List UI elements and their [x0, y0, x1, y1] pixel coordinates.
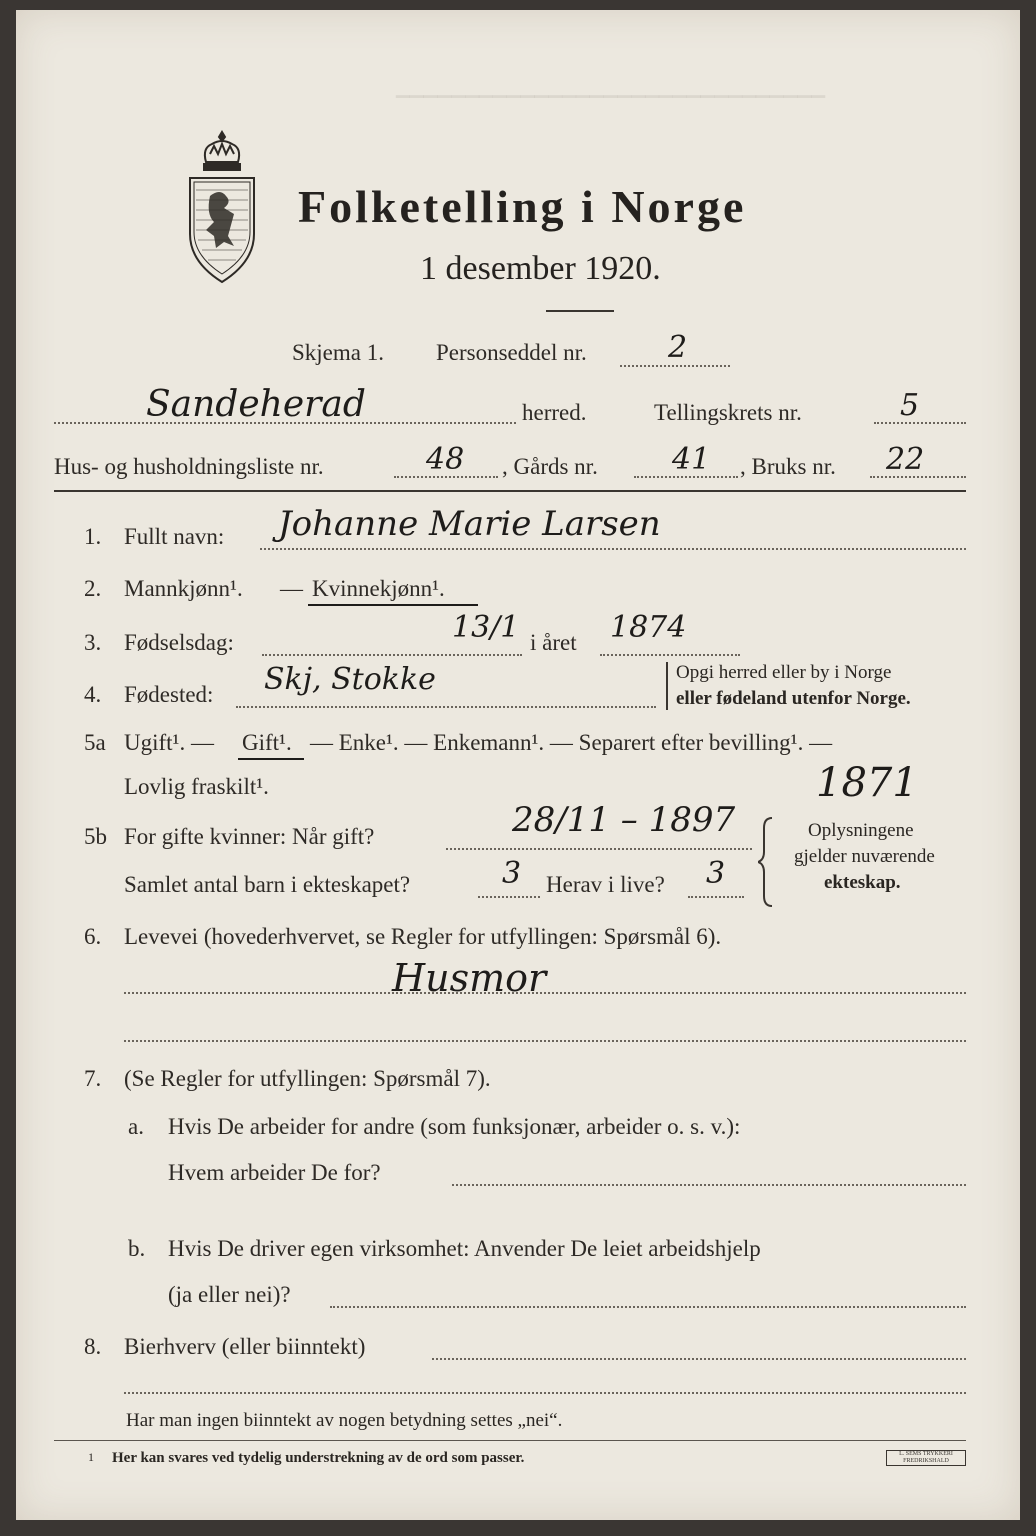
q7b-line2: (ja eller nei)? [168, 1282, 291, 1307]
q3-label: Fødselsdag: [124, 630, 234, 655]
q7a-line1: Hvis De arbeider for andre (som funksjonær, arbeider o. s. v.): [168, 1114, 741, 1139]
q4-line [236, 706, 656, 708]
q2-number: 2. [84, 576, 102, 601]
q1-number: 1. [84, 524, 102, 549]
q5a-margin-note: 1871 [816, 760, 918, 806]
header-divider [54, 490, 966, 492]
personseddel-value: 2 [668, 330, 688, 365]
q5a-ugift-option: Ugift¹. — [124, 730, 214, 755]
q6-line-2 [124, 1040, 966, 1042]
q5a-gift-underline [238, 758, 304, 760]
q5b-alive-label: Herav i live? [546, 872, 665, 897]
q7b-letter: b. [128, 1236, 146, 1261]
q7-label: (Se Regler for utfyllingen: Spørsmål 7). [124, 1066, 491, 1091]
q7b-line1: Hvis De driver egen virksomhet: Anvender De leiet arbeidshjelp [168, 1236, 761, 1261]
hus-label: Hus- og husholdningsliste nr. [54, 454, 324, 479]
q8-line-2 [124, 1392, 966, 1394]
q5b-note-line1: Oplysningene [808, 820, 914, 841]
q5a-other-options: — Enke¹. — Enkemann¹. — Separert efter bevilling¹. — [310, 730, 833, 755]
form-title: Folketelling i Norge [298, 181, 747, 232]
q8-number: 8. [84, 1334, 102, 1359]
q4-birthplace-value: Skj, Stokke [264, 662, 436, 697]
q3-number: 3. [84, 630, 102, 655]
q5b-alive-value: 3 [706, 856, 726, 891]
q6-number: 6. [84, 924, 102, 949]
form-date: 1 desember 1920. [420, 250, 661, 287]
bruks-label: , Bruks nr. [740, 454, 836, 479]
q2-separator: — [280, 576, 303, 601]
q5b-number: 5b [84, 824, 107, 849]
q4-brace [666, 662, 668, 710]
printer-stamp: L. SEMS TRYKKERI FREDRIKSHALD [886, 1450, 966, 1466]
q8-line-1 [432, 1358, 966, 1360]
biinntekt-note: Har man ingen biinntekt av nogen betydning settes „nei“. [126, 1410, 563, 1431]
bruks-value: 22 [886, 442, 925, 477]
q5b-children-line [478, 896, 540, 898]
bleed-through-text: ▔▔▔▔▔▔▔▔▔▔▔▔▔▔▔▔▔▔▔▔▔▔▔▔▔▔▔▔▔▔▔ [396, 96, 826, 116]
q6-line-1 [124, 992, 966, 994]
q7a-line2: Hvem arbeider De for? [168, 1160, 381, 1185]
q4-number: 4. [84, 682, 102, 707]
q5b-married-label: For gifte kvinner: Når gift? [124, 824, 375, 849]
tellingskrets-value: 5 [900, 388, 920, 423]
q5b-brace-icon [758, 816, 774, 908]
q5a-gift-option: Gift¹. [242, 730, 292, 755]
q4-note-line1: Opgi herred eller by i Norge [676, 662, 892, 683]
tellingskrets-label: Tellingskrets nr. [654, 400, 802, 425]
footnote-mark: 1 [88, 1450, 94, 1464]
q5b-note-line2: gjelder nuværende [794, 846, 935, 867]
herred-value: Sandeherad [146, 384, 366, 425]
footnote-text: Her kan svares ved tydelig understrekning av de ord som passer. [112, 1450, 525, 1466]
hus-value: 48 [426, 442, 465, 477]
q4-label: Fødested: [124, 682, 214, 707]
q6-occupation-value: Husmor [392, 956, 547, 1000]
q7b-answer-line [330, 1306, 966, 1308]
q3-year-label: i året [530, 630, 577, 655]
q3-year-line [600, 654, 740, 656]
q7-number: 7. [84, 1066, 102, 1091]
q5b-alive-line [688, 896, 744, 898]
q8-label: Bierhverv (eller biinntekt) [124, 1334, 366, 1359]
q2-female-option: Kvinnekjønn¹. [312, 576, 445, 601]
q5b-married-line [446, 848, 752, 850]
q5b-children-label: Samlet antal barn i ekteskapet? [124, 872, 411, 897]
gards-label: , Gårds nr. [502, 454, 598, 479]
q5b-married-value: 28/11 – 1897 [512, 800, 736, 840]
tellingskrets-line [874, 422, 966, 424]
gards-value: 41 [672, 442, 711, 477]
q5a-number: 5a [84, 730, 106, 755]
herred-label: herred. [522, 400, 587, 425]
q5a-fraskilt-option: Lovlig fraskilt¹. [124, 774, 269, 799]
q4-note-line2: eller fødeland utenfor Norge. [676, 688, 911, 709]
q5b-note-line3: ekteskap. [824, 872, 901, 893]
q7a-letter: a. [128, 1114, 144, 1139]
personseddel-label: Personseddel nr. [436, 340, 587, 365]
q3-day-value: 13/1 [452, 610, 520, 645]
q5b-children-value: 3 [502, 856, 522, 891]
q7a-answer-line [452, 1184, 966, 1186]
norway-coat-of-arms-icon [176, 130, 268, 290]
q6-label: Levevei (hovederhvervet, se Regler for utfyllingen: Spørsmål 6). [124, 924, 722, 949]
schema-label: Skjema 1. [292, 340, 384, 365]
q2-female-underline [308, 604, 478, 606]
q1-line [260, 548, 966, 550]
title-underline [546, 310, 614, 312]
census-form-sheet [16, 10, 1020, 1520]
q1-label: Fullt navn: [124, 524, 225, 549]
footnote-divider [54, 1440, 966, 1441]
q1-full-name-value: Johanne Marie Larsen [278, 504, 661, 544]
q2-male-option: Mannkjønn¹. [124, 576, 243, 601]
personseddel-line [620, 365, 730, 367]
q3-day-line [262, 654, 522, 656]
q3-year-value: 1874 [610, 610, 687, 645]
